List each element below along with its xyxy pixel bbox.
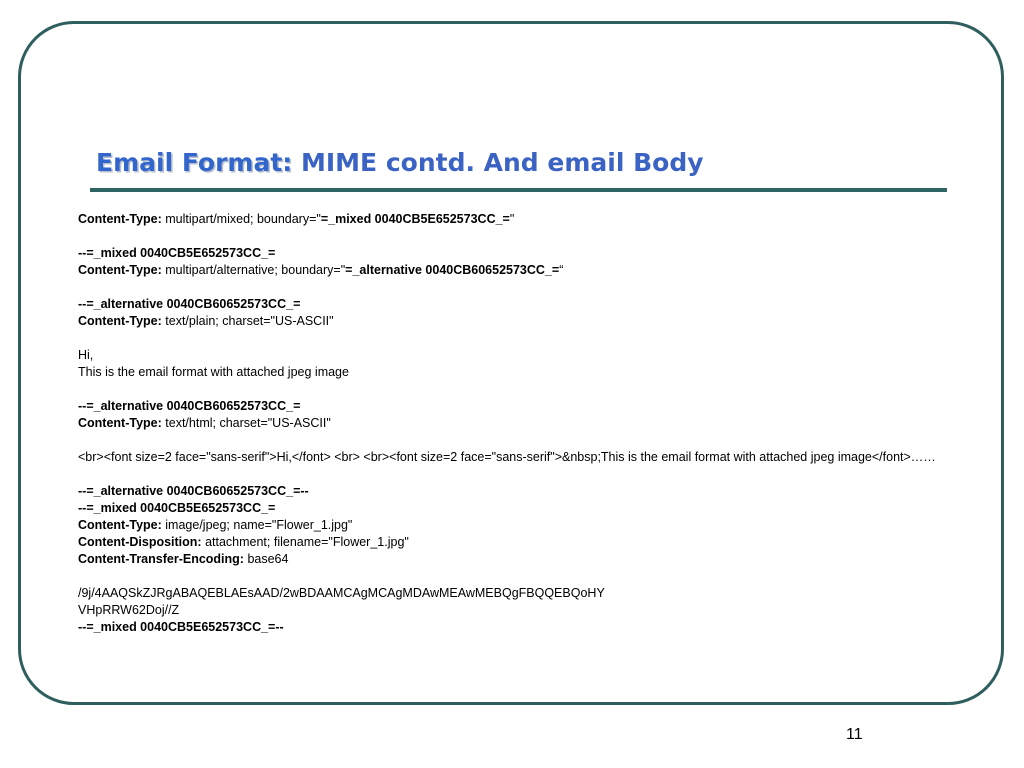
alternative-boundary-line: --=_alternative 0040CB60652573CC_=	[78, 399, 301, 413]
content-type-mixed-line: Content-Type: multipart/mixed; boundary="=_mixed 0040CB5E652573CC_="	[78, 212, 515, 226]
content-transfer-encoding-line: Content-Transfer-Encoding: base64	[78, 552, 289, 566]
content-disposition-line: Content-Disposition: attachment; filename="Flower_1.jpg"	[78, 535, 409, 549]
slide-title	[96, 148, 704, 177]
alternative-boundary-line: --=_alternative 0040CB60652573CC_=	[78, 297, 301, 311]
message-line: This is the email format with attached jpeg image	[78, 365, 349, 379]
title-part-1: Email Format:	[96, 148, 293, 177]
title-part-2: MIME contd. And email Body	[292, 148, 704, 177]
greeting-line: Hi,	[78, 348, 94, 362]
page-number: 11	[846, 726, 863, 743]
base64-data-line: /9j/4AAQSkZJRgABAQEBLAEsAAD/2wBDAAMCAgMCAgMDAwMEAwMEBQgFBQQEBQoHY	[78, 586, 605, 600]
email-source-body	[78, 211, 958, 636]
mixed-boundary-line: --=_mixed 0040CB5E652573CC_=	[78, 501, 276, 515]
content-type-image-line: Content-Type: image/jpeg; name="Flower_1.jpg"	[78, 518, 353, 532]
alternative-end-boundary-line: --=_alternative 0040CB60652573CC_=--	[78, 484, 309, 498]
base64-data-line: VHpRRW62Doj//Z	[78, 603, 180, 617]
content-type-html-line: Content-Type: text/html; charset="US-ASCII"	[78, 416, 331, 430]
mixed-end-boundary-line: --=_mixed 0040CB5E652573CC_=--	[78, 620, 284, 634]
title-divider	[90, 188, 947, 192]
content-type-plain-line: Content-Type: text/plain; charset="US-ASCII"	[78, 314, 334, 328]
html-body-line: <br><font size=2 face="sans-serif">Hi,</font> <br> <br><font size=2 face="sans-serif">&nbsp;This is the email format with attached jpeg image</font>……	[78, 450, 936, 464]
content-type-alternative-line: Content-Type: multipart/alternative; boundary="=_alternative 0040CB60652573CC_=“	[78, 263, 564, 277]
mixed-boundary-line: --=_mixed 0040CB5E652573CC_=	[78, 246, 276, 260]
